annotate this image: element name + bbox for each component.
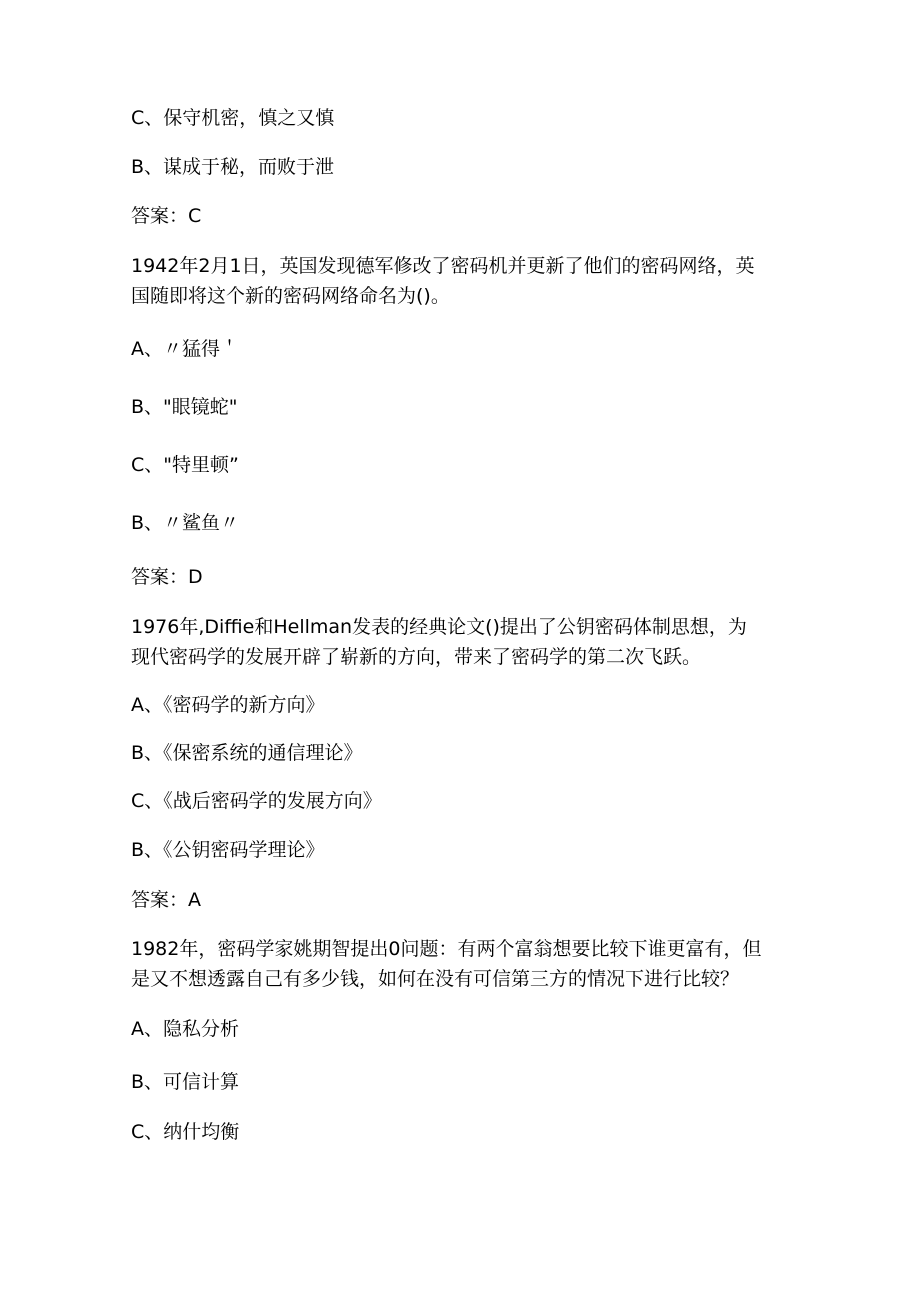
question-1942-option-c: C、"特里顿” xyxy=(131,454,239,476)
question-1982-text xyxy=(131,934,791,994)
question-1982-line-1: 1982年，密码学家姚期智提出0问题：有两个富翁想要比较下谁更富有，但 xyxy=(131,938,762,960)
question-1942-line-2: 国随即将这个新的密码网络命名为()。 xyxy=(131,285,450,307)
question-1982-option-b: B、可信计算 xyxy=(131,1071,240,1093)
question-1942-text xyxy=(131,251,791,311)
question-1942-option-a: A、〃猛得＇ xyxy=(131,338,239,360)
question-1976-text xyxy=(131,612,791,672)
option-c-prev-question: C、保守机密，慎之又慎 xyxy=(131,107,335,129)
question-1976-option-c: C、《战后密码学的发展方向》 xyxy=(131,790,382,812)
question-1942-option-b: B、"眼镜蛇" xyxy=(131,396,238,418)
question-1982-option-a: A、隐私分析 xyxy=(131,1018,239,1040)
question-1976-option-b: B、《保密系统的通信理论》 xyxy=(131,742,363,764)
question-1982-option-c: C、纳什均衡 xyxy=(131,1121,240,1143)
question-1976-line-2: 现代密码学的发展开辟了崭新的方向，带来了密码学的第二次飞跃。 xyxy=(131,646,702,668)
question-1976-option-a: A、《密码学的新方向》 xyxy=(131,694,325,716)
question-1976-answer: 答案：A xyxy=(131,889,201,911)
question-1976-line-1: 1976年,Diffie和Hellman发表的经典论文()提出了公钥密码体制思想，为 xyxy=(131,616,747,638)
option-b-prev-question: B、谋成于秘，而败于泄 xyxy=(131,156,335,178)
question-1982-line-2: 是又不想透露自己有多少钱，如何在没有可信第三方的情况下进行比较？ xyxy=(131,968,740,990)
answer-prev-question: 答案：C xyxy=(131,205,202,227)
question-1942-answer: 答案：D xyxy=(131,566,203,588)
question-1976-option-d: B、《公钥密码学理论》 xyxy=(131,839,325,861)
question-1942-option-d: B、〃鲨鱼〃 xyxy=(131,512,240,534)
question-1942-line-1: 1942年2月1日，英国发现德军修改了密码机并更新了他们的密码网络，英 xyxy=(131,255,755,277)
